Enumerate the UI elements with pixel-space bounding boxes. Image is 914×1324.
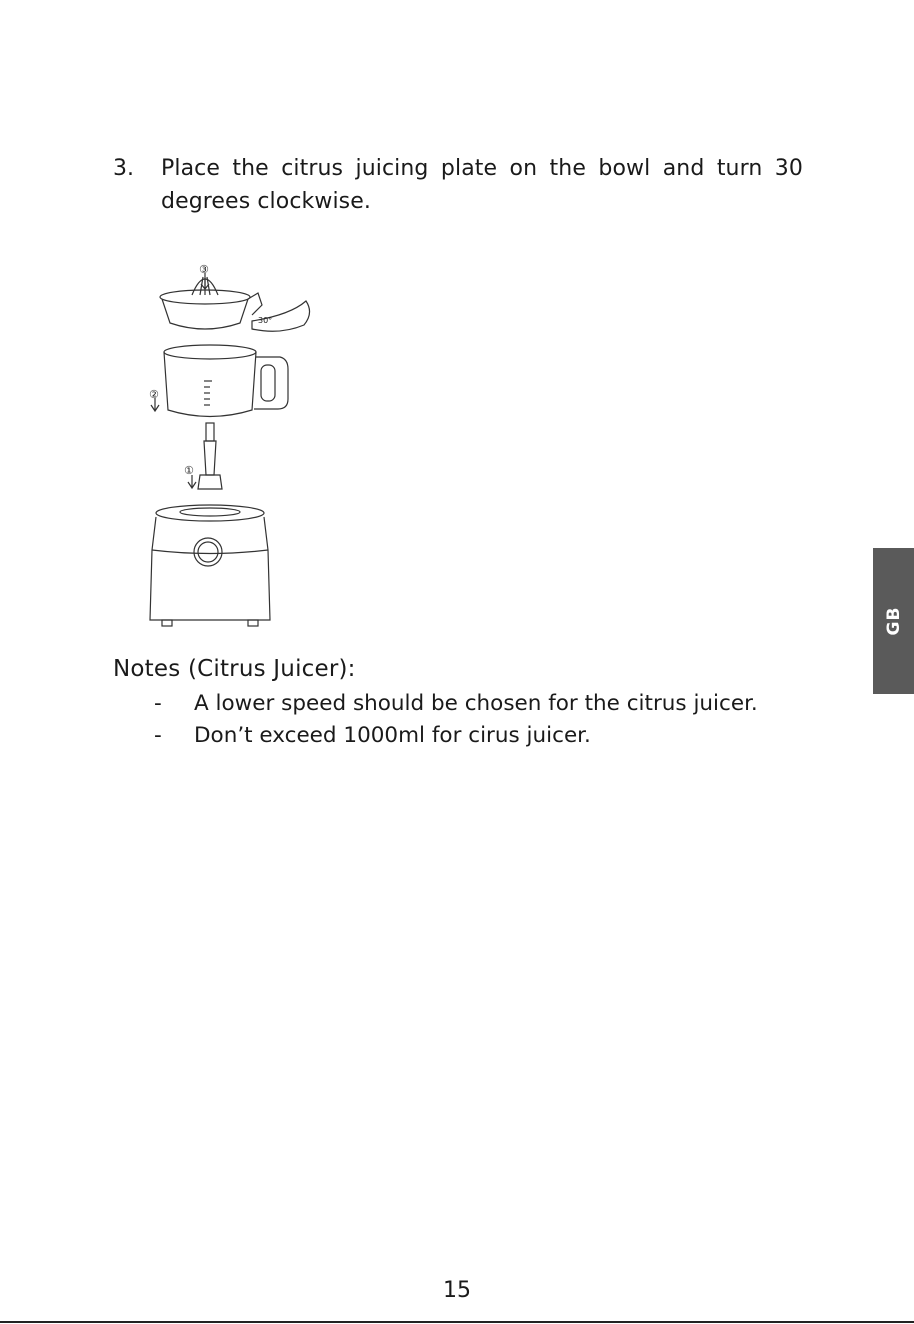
page-number: 15 (443, 1278, 471, 1303)
notes-list (150, 688, 758, 752)
notes-heading: Notes (Citrus Juicer): (113, 656, 356, 682)
language-tab (873, 548, 914, 694)
label-1: ① (184, 464, 194, 477)
dash-bullet: - (154, 691, 162, 716)
angle-label: 30° (258, 316, 273, 325)
down-arrows (151, 278, 209, 488)
step-text: Place the citrus juicing plate on the bowl and turn 30 degrees clockwise. (161, 156, 803, 214)
note-text: Don’t exceed 1000ml for cirus juicer. (194, 723, 591, 748)
language-tab-label: GB (883, 606, 904, 636)
citrus-juicing-plate (160, 273, 262, 329)
label-3: ③ (199, 263, 209, 276)
base-unit (150, 505, 270, 626)
assembly-diagram (130, 255, 330, 640)
step-number: 3. (113, 156, 134, 181)
instruction-step (113, 152, 803, 218)
note-text: A lower speed should be chosen for the citrus juicer. (194, 691, 758, 716)
bottom-rule (0, 1321, 914, 1323)
list-item (150, 688, 758, 720)
bowl (164, 345, 288, 417)
list-item (150, 720, 758, 752)
label-2: ② (149, 388, 159, 401)
dash-bullet: - (154, 723, 162, 748)
spindle (198, 423, 222, 489)
